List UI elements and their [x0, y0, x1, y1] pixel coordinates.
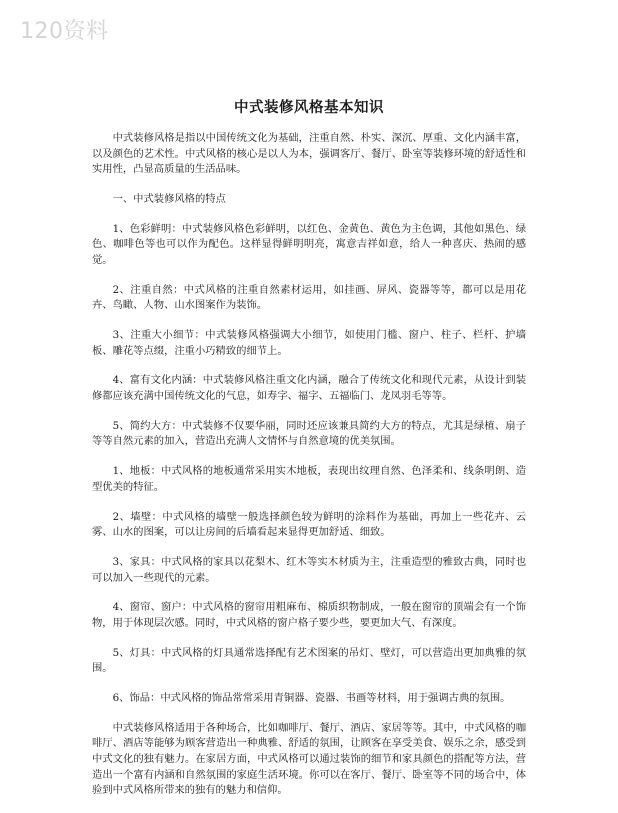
paragraph-feature-color: 1、色彩鲜明：中式装修风格色彩鲜明，以红色、金黄色、黄色为主色调，其他如黑色、绿色、咖啡色等也可以作为配色。这样显得鲜明明亮，寓意吉祥如意，给人一种喜庆、热闹的感觉。 — [92, 222, 526, 266]
paragraph-feature-simplicity: 5、简约大方：中式装修不仅要华丽，同时还应该兼具简约大方的特点，尤其是绿植、扇子等等自然元素的加入，营造出充满人文情怀与自然意境的优美氛围。 — [92, 419, 526, 448]
paragraph-element-decor: 6、饰品：中式风格的饰品常常采用青铜器、瓷器、书画等材料，用于强调古典的氛围。 — [112, 692, 511, 705]
document-title: 中式装修风格基本知识 — [234, 99, 384, 116]
paragraph-element-floor: 1、地板：中式风格的地板通常采用实木地板，表现出纹理自然、色泽柔和、线条明朗、造型优美的特征。 — [92, 465, 526, 493]
paragraph-conclusion: 中式装修风格适用于各种场合，比如咖啡厅、餐厅、酒店、家居等等。其中，中式风格的咖啡厅、酒店等能够为顾客营造出一种典雅、舒适的氛围，让顾客在享受美食、娱乐之余，感受到中式文化的独有魅力。在家居方面，中式风格可以通过装饰的细节和家具颜色的搭配等方法，营造出一个富有内涵和自然氛围的家庭生活环境。你可以在客厅、餐厅、卧室等不同的场合中，体验到中式风格所带来的独有的魅力和信仰。 — [92, 721, 526, 797]
paragraph-feature-culture: 4、富有文化内涵：中式装修风格注重文化内涵，融合了传统文化和现代元素，从设计到装修都应该充满中国传统文化的气息，如寿字、福字、五福临门、龙凤羽毛等等。 — [92, 374, 526, 403]
paragraph-feature-details: 3、注重大小细节：中式装修风格强调大小细节，如使用门槛、窗户、柱子、栏杆、护墙板、雕花等点缀，注重小巧精致的细节上。 — [92, 329, 526, 357]
document-body — [92, 96, 526, 813]
paragraph-element-wall: 2、墙壁：中式风格的墙壁一般选择颜色较为鲜明的涂料作为基础，再加上一些花卉、云雾、山水的图案，可以让房间的后墙看起来显得更加舒适、细致。 — [92, 510, 526, 539]
section-heading-features: 一、中式装修风格的特点 — [112, 192, 226, 205]
watermark-logo: 120资料 — [20, 19, 109, 44]
paragraph-element-lighting: 5、灯具：中式风格的灯具通常选择配有艺术图案的吊灯、壁灯，可以营造出更加典雅的氛围。 — [92, 646, 526, 675]
paragraph-element-furniture: 3、家具：中式风格的家具以花梨木、红木等实木材质为主，注重造型的雅致古典，同时也可以加入一些现代的元素。 — [92, 555, 526, 584]
paragraph-element-window: 4、窗帘、窗户：中式风格的窗帘用粗麻布、棉质织物制成，一般在窗帘的顶端会有一个饰物，用于体现层次感。同时，中式风格的窗户格子要少些，要更加大气、有深度。 — [92, 601, 526, 629]
paragraph-feature-nature: 2、注重自然：中式风格的注重自然素材运用，如挂画、屏风、瓷器等等，都可以是用花卉、鸟瞰、人物、山水图案作为装饰。 — [92, 283, 526, 312]
paragraph-intro: 中式装修风格是指以中国传统文化为基础，注重自然、朴实、深沉、厚重、文化内涵丰富，以及颜色的艺术性。中式风格的核心是以人为本，强调客厅、餐厅、卧室等装修环境的舒适性和实用性，凸显高质量的生活品味。 — [92, 132, 526, 176]
